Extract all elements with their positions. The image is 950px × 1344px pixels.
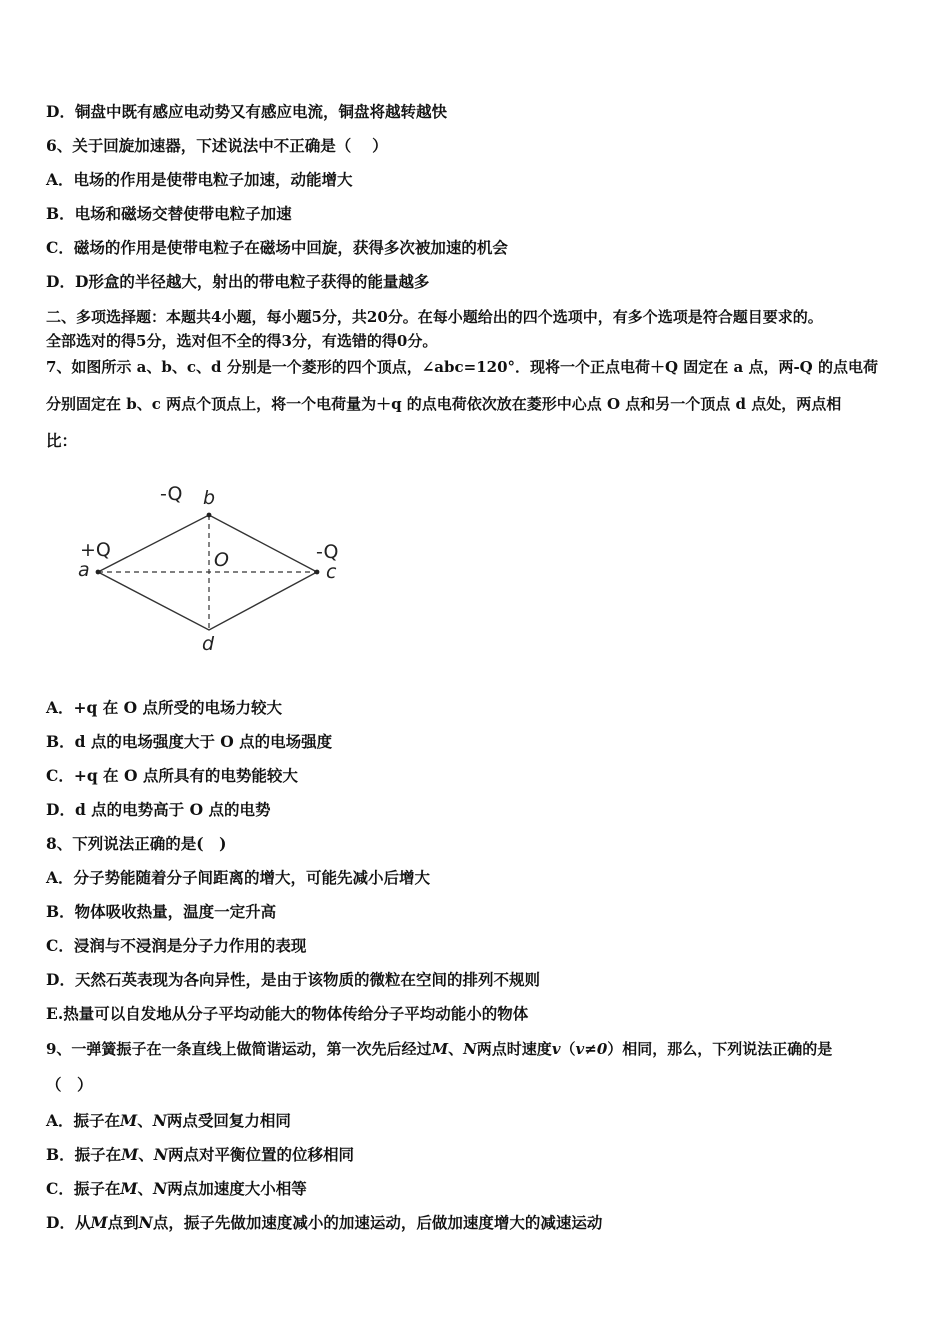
q9-option-d xyxy=(46,1213,602,1233)
q9-velocity-condition: v≠0 xyxy=(575,1040,608,1058)
q8-stem: 8、下列说法正确的是( ) xyxy=(46,834,227,853)
q9-option-d-n: N xyxy=(138,1213,153,1232)
q9-option-d-m: M xyxy=(90,1213,108,1232)
label-b-charge: -Q xyxy=(160,483,183,505)
q8-option-b: B．物体吸收热量，温度一定升高 xyxy=(46,902,277,921)
q6-option-c: C．磁场的作用是使带电粒子在磁场中回旋，获得多次被加速的机会 xyxy=(46,238,508,257)
q9-option-b-suffix: 两点对平衡位置的位移相同 xyxy=(167,1145,354,1164)
q9-option-c-sep: 、 xyxy=(137,1179,154,1198)
label-c-charge: -Q xyxy=(316,541,339,563)
q6-option-a: A．电场的作用是使带电粒子加速，动能增大 xyxy=(46,170,353,189)
q9-point-n: N xyxy=(463,1040,477,1058)
q9-option-b-m: M xyxy=(121,1145,139,1164)
q9-option-c-prefix: C．振子在 xyxy=(46,1179,121,1198)
q7-option-d: D．d 点的电势高于 O 点的电势 xyxy=(46,800,271,819)
q7-option-b: B．d 点的电场强度大于 O 点的电场强度 xyxy=(46,732,333,751)
q9-option-c-m: M xyxy=(120,1179,138,1198)
q9-option-a xyxy=(46,1111,291,1131)
rhombus-diagram xyxy=(70,470,370,660)
q7-stem-line2: 分别固定在 b、c 两点个顶点上，将一个电荷量为＋q 的点电荷依次放在菱形中心点 O 点和另一个顶点 d 点处，两点相 xyxy=(46,395,842,413)
q9-option-a-suffix: 两点受回复力相同 xyxy=(166,1111,291,1130)
q9-option-a-prefix: A．振子在 xyxy=(46,1111,121,1130)
q7-option-a: A．+q 在 O 点所受的电场力较大 xyxy=(46,698,283,717)
q8-option-c: C．浸润与不浸润是分子力作用的表现 xyxy=(46,936,307,955)
q9-paren-open: （ xyxy=(560,1040,576,1058)
q9-option-d-suffix: 点，振子先做加速度减小的加速运动，后做加速度增大的减速运动 xyxy=(152,1213,603,1232)
label-c: c xyxy=(326,561,337,583)
q9-option-b-prefix: B．振子在 xyxy=(46,1145,122,1164)
q7-stem-line1: 7、如图所示 a、b、c、d 分别是一个菱形的四个顶点，∠abc=120°．现将一个正点电荷＋Q 固定在 a 点，两-Q 的点电荷 xyxy=(46,358,878,376)
vertex-a-dot xyxy=(96,570,101,575)
label-a-charge: +Q xyxy=(80,539,111,561)
q9-option-b-sep: 、 xyxy=(138,1145,154,1164)
label-a: a xyxy=(78,559,90,581)
q9-option-a-n: N xyxy=(152,1111,167,1130)
q5-option-d: D．铜盘中既有感应电动势又有感应电流，铜盘将越转越快 xyxy=(46,102,447,121)
vertex-c-dot xyxy=(315,570,320,575)
q9-stem-part2: 两点时速度 xyxy=(476,1040,552,1058)
q9-stem-line2: （ ） xyxy=(46,1075,93,1094)
q6-option-d: D．D形盒的半径越大，射出的带电粒子获得的能量越多 xyxy=(46,272,430,291)
q9-stem-part1: 9、一弹簧振子在一条直线上做简谐运动，第一次先后经过 xyxy=(46,1040,432,1058)
q9-velocity-v: v xyxy=(551,1040,561,1058)
q8-option-a: A．分子势能随着分子间距离的增大，可能先减小后增大 xyxy=(46,868,431,887)
q9-point-m: M xyxy=(431,1040,449,1058)
q9-option-c-n: N xyxy=(153,1179,168,1198)
section2-header-line2: 全部选对的得5分，选对但不全的得3分，有选错的得0分。 xyxy=(46,332,438,350)
q7-stem-line3: 比： xyxy=(46,431,78,450)
q9-stem-line1 xyxy=(46,1039,832,1059)
label-d: d xyxy=(202,633,215,655)
label-b: b xyxy=(203,487,216,509)
q9-option-b xyxy=(46,1145,354,1165)
q7-option-c: C．+q 在 O 点所具有的电势能较大 xyxy=(46,766,298,785)
q9-option-d-prefix: D．从 xyxy=(46,1213,91,1232)
q9-option-c-suffix: 两点加速度大小相等 xyxy=(167,1179,307,1198)
q8-option-d: D．天然石英表现为各向异性，是由于该物质的微粒在空间的排列不规则 xyxy=(46,970,540,989)
q9-paren-close: ） xyxy=(607,1040,623,1058)
q9-option-a-sep: 、 xyxy=(137,1111,153,1130)
q9-option-b-n: N xyxy=(153,1145,168,1164)
section2-header-line1: 二、多项选择题：本题共4小题，每小题5分，共20分。在每小题给出的四个选项中，有多个选项是符合题目要求的。 xyxy=(46,308,823,326)
q8-option-e: E.热量可以自发地从分子平均动能大的物体传给分子平均动能小的物体 xyxy=(46,1004,529,1023)
q9-option-c xyxy=(46,1179,307,1199)
q9-separator: 、 xyxy=(448,1040,464,1058)
q6-option-b: B．电场和磁场交替使带电粒子加速 xyxy=(46,204,292,223)
q9-option-d-mid: 点到 xyxy=(107,1213,139,1232)
q6-stem: 6、关于回旋加速器，下述说法中不正确是（ ） xyxy=(46,136,388,155)
q9-option-a-m: M xyxy=(120,1111,138,1130)
q9-stem-part3: 相同，那么，下列说法正确的是 xyxy=(622,1040,833,1058)
rhombus-figure xyxy=(70,470,370,660)
vertex-b-dot xyxy=(207,513,212,518)
label-o: O xyxy=(214,549,229,571)
